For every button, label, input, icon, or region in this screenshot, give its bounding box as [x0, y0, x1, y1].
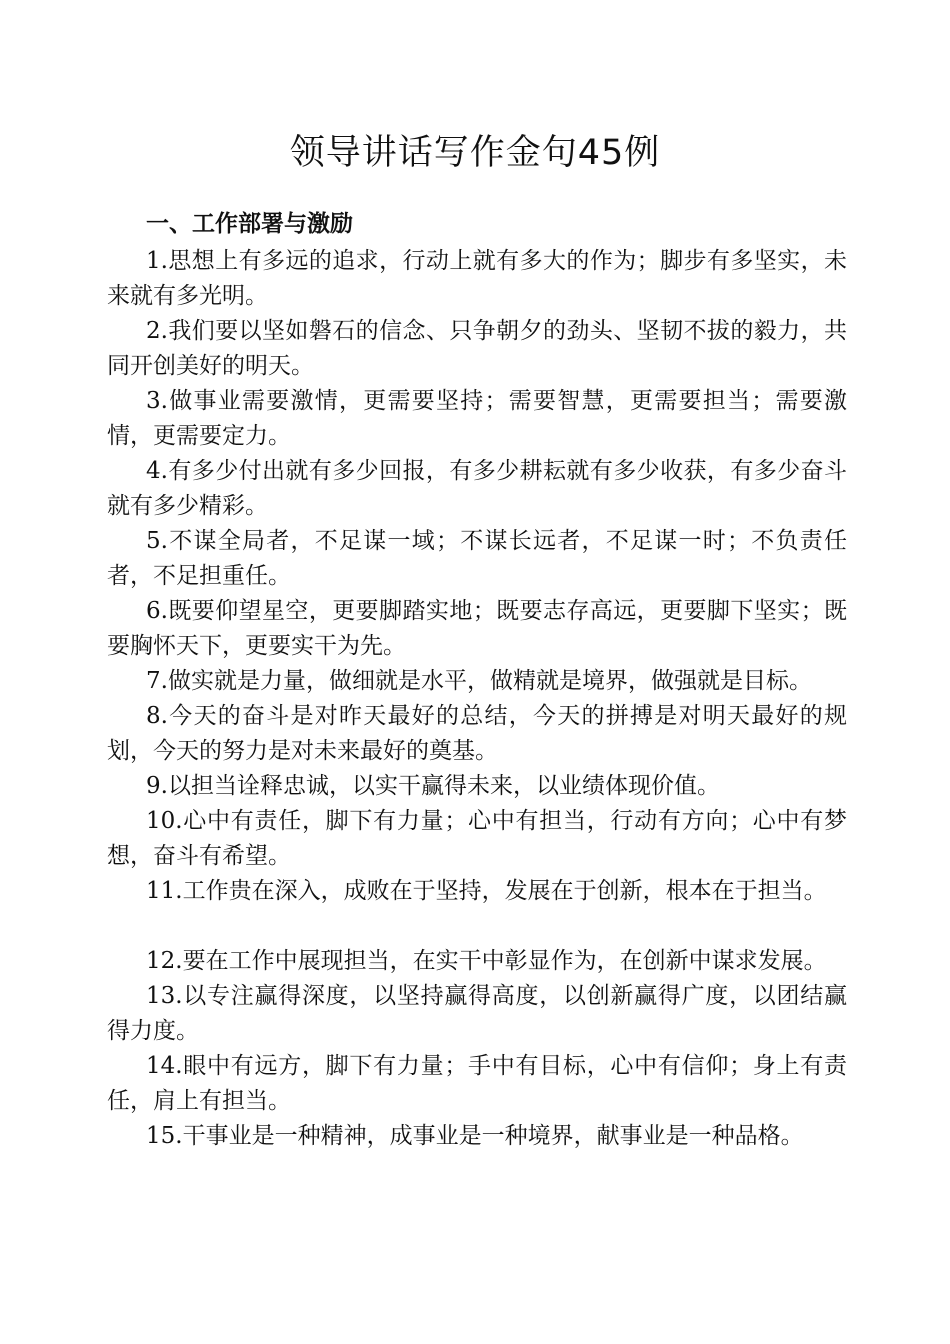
- list-item: 7.做实就是力量，做细就是水平，做精就是境界，做强就是目标。: [146, 668, 812, 694]
- list-item: 11.工作贵在深入，成败在于坚持，发展在于创新，根本在于担当。: [146, 878, 827, 904]
- list-item: 5.不谋全局者，不足谋一域；不谋长远者，不足谋一时；不负责任者，不足担重任。: [107, 528, 847, 589]
- list-item: 3.做事业需要激情，更需要坚持；需要智慧，更需要担当；需要激情，更需要定力。: [107, 388, 847, 449]
- page-title: 领导讲话写作金句45例: [289, 133, 661, 173]
- list-item: 9.以担当诠释忠诚，以实干赢得未来，以业绩体现价值。: [146, 773, 720, 799]
- section-heading: 一、工作部署与激励: [146, 211, 353, 237]
- list-item: 15.干事业是一种精神，成事业是一种境界，献事业是一种品格。: [146, 1123, 804, 1149]
- list-item: 1.思想上有多远的追求，行动上就有多大的作为；脚步有多坚实，未来就有多光明。: [107, 248, 847, 309]
- list-item: 8.今天的奋斗是对昨天最好的总结，今天的拼搏是对明天最好的规划，今天的努力是对未来最好的奠基。: [107, 703, 847, 764]
- list-item: 13.以专注赢得深度，以坚持赢得高度，以创新赢得广度，以团结赢得力度。: [107, 983, 847, 1044]
- list-item: 2.我们要以坚如磐石的信念、只争朝夕的劲头、坚韧不拔的毅力，共同开创美好的明天。: [107, 318, 847, 379]
- list-item: 6.既要仰望星空，更要脚踏实地；既要志存高远，更要脚下坚实；既要胸怀天下，更要实干为先。: [107, 598, 847, 659]
- list-item: 4.有多少付出就有多少回报，有多少耕耘就有多少收获，有多少奋斗就有多少精彩。: [107, 458, 847, 519]
- list-item: 14.眼中有远方，脚下有力量；手中有目标，心中有信仰；身上有责任，肩上有担当。: [107, 1053, 847, 1114]
- quote-list: [107, 244, 847, 1154]
- list-item: 10.心中有责任，脚下有力量；心中有担当，行动有方向；心中有梦想，奋斗有希望。: [107, 808, 847, 869]
- list-item: 12.要在工作中展现担当，在实干中彰显作为，在创新中谋求发展。: [146, 948, 827, 974]
